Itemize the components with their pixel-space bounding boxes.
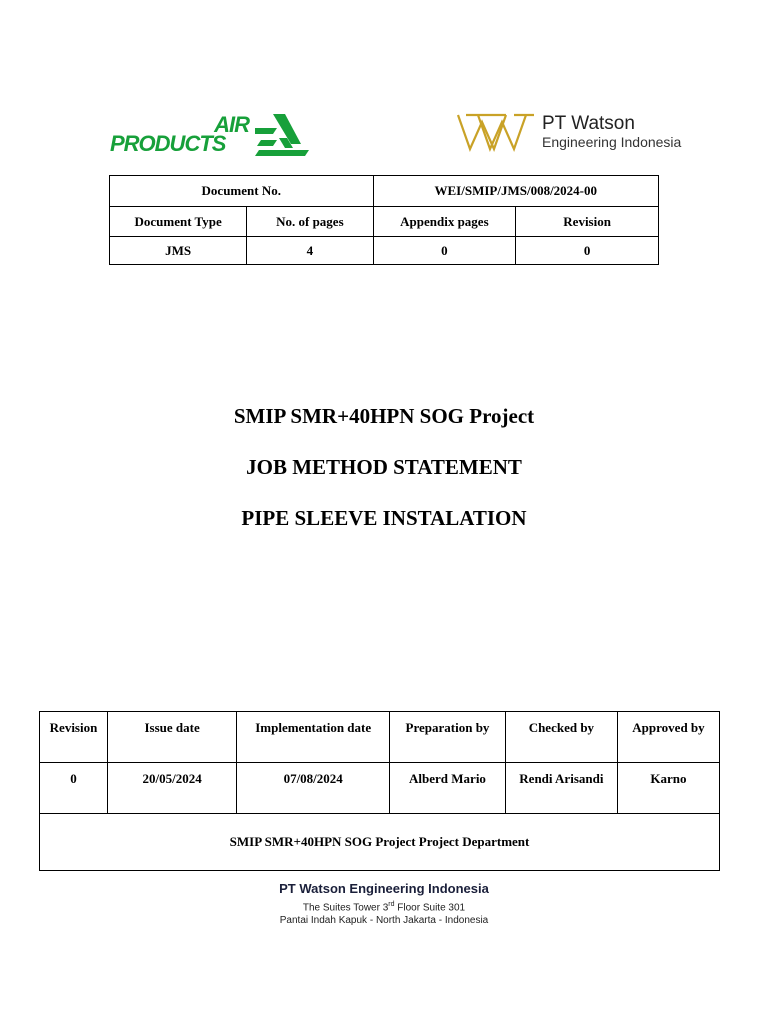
- title-block: [0, 404, 768, 530]
- footer-address-2: Pantai Indah Kapuk - North Jakarta - Indonesia: [279, 915, 489, 927]
- checked-by: Rendi Arisandi: [505, 763, 617, 814]
- pages-value: 4: [247, 237, 373, 265]
- revision-value: 0: [516, 237, 659, 265]
- logo-products-text: PRODUCTS: [110, 131, 226, 156]
- implementation-date: 07/08/2024: [237, 763, 390, 814]
- implementation-date-header: Implementation date: [237, 712, 390, 763]
- table-row: [40, 763, 720, 814]
- appendix-value: 0: [373, 237, 516, 265]
- department-name: SMIP SMR+40HPN SOG Project Project Department: [40, 814, 720, 871]
- air-products-logo: [110, 114, 310, 158]
- approved-by: Karno: [617, 763, 719, 814]
- doc-type-value: JMS: [110, 237, 247, 265]
- revision-table: [39, 711, 720, 871]
- revision-header: Revision: [516, 207, 659, 237]
- project-title: SMIP SMR+40HPN SOG Project: [233, 404, 535, 428]
- watson-logo: [456, 110, 706, 154]
- revision-number: 0: [40, 763, 108, 814]
- address-text: The Suites Tower 3: [302, 902, 389, 914]
- watson-logo-name: PT Watson: [542, 113, 635, 134]
- logo-air-text: AIR: [214, 112, 249, 137]
- footer: [0, 880, 768, 927]
- issue-date: 20/05/2024: [108, 763, 237, 814]
- approved-by-header: Approved by: [617, 712, 719, 763]
- preparation-by-header: Preparation by: [390, 712, 506, 763]
- footer-address-1: [0, 898, 768, 914]
- doc-type-header: Document Type: [110, 207, 247, 237]
- watson-w-icon: [456, 112, 536, 152]
- preparation-by: Alberd Mario: [390, 763, 506, 814]
- table-row: [40, 814, 720, 871]
- checked-by-header: Checked by: [505, 712, 617, 763]
- doc-no-value: WEI/SMIP/JMS/008/2024-00: [373, 176, 658, 207]
- address-superscript: rd: [388, 901, 395, 908]
- table-row: [40, 712, 720, 763]
- air-products-triangle-icon: [255, 114, 311, 156]
- document-title: JOB METHOD STATEMENT: [246, 455, 522, 479]
- subject-title: PIPE SLEEVE INSTALATION: [241, 506, 527, 530]
- address-text-end: Floor Suite 301: [394, 902, 466, 914]
- watson-logo-subtitle: Engineering Indonesia: [542, 134, 682, 150]
- doc-no-label: Document No.: [110, 176, 374, 207]
- appendix-header: Appendix pages: [373, 207, 516, 237]
- revision-col-header: Revision: [40, 712, 108, 763]
- pages-header: No. of pages: [247, 207, 373, 237]
- document-info-table: [109, 175, 659, 265]
- table-row: [110, 237, 659, 265]
- table-row: [110, 176, 659, 207]
- footer-company: PT Watson Engineering Indonesia: [279, 881, 489, 896]
- table-row: [110, 207, 659, 237]
- issue-date-header: Issue date: [108, 712, 237, 763]
